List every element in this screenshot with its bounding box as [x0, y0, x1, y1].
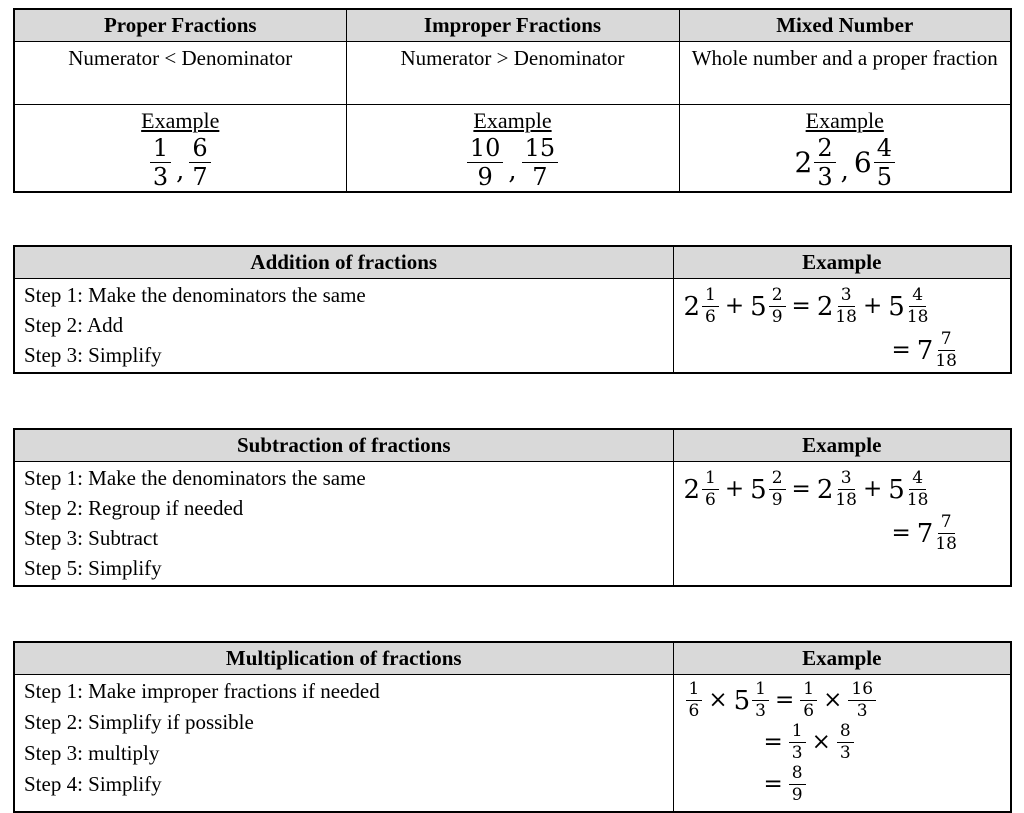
step-line: Step 1: Make improper fractions if needed	[24, 679, 380, 703]
fraction	[769, 470, 786, 509]
mixed-number	[888, 287, 928, 326]
fraction	[789, 723, 806, 762]
addition-title: Addition of fractions	[14, 246, 673, 279]
fraction	[769, 287, 786, 326]
fraction	[702, 470, 719, 509]
improper-example-cell	[346, 105, 679, 193]
numerator: 4	[874, 136, 895, 163]
fraction	[837, 723, 854, 762]
whole-number: 2	[683, 291, 701, 322]
mixed-number	[917, 514, 957, 553]
operator: +	[863, 476, 883, 502]
whole-number: 2	[794, 145, 813, 179]
whole-number: 5	[888, 474, 905, 505]
numerator: 4	[909, 287, 926, 307]
fraction	[848, 681, 876, 720]
mixed-number	[817, 287, 857, 326]
whole-number: 6	[853, 145, 872, 179]
addition-steps-cell	[14, 279, 673, 374]
improper-definition: Numerator > Denominator	[346, 42, 679, 105]
mixed-example-cell	[679, 105, 1011, 193]
example-label: Example	[141, 108, 220, 133]
math-line	[674, 765, 1011, 804]
numerator: 15	[522, 136, 559, 163]
denominator: 9	[477, 163, 493, 191]
mixed-number	[750, 287, 785, 326]
subtraction-title: Subtraction of fractions	[14, 429, 673, 462]
whole-number: 5	[750, 474, 767, 505]
math-line	[15, 136, 346, 189]
whole-number: 5	[888, 291, 905, 322]
step-line: Step 2: Regroup if needed	[24, 496, 244, 520]
example-label: Example	[473, 108, 552, 133]
fraction	[752, 681, 769, 720]
equals-operator: =	[774, 687, 795, 713]
numerator: 8	[837, 723, 854, 743]
multiply-operator: ×	[823, 687, 843, 713]
numerator: 1	[150, 136, 171, 163]
types-example-row	[14, 105, 1011, 193]
whole-number: 5	[733, 685, 751, 716]
proper-fractions-header: Proper Fractions	[14, 9, 346, 42]
math-line	[674, 470, 1011, 509]
whole-number: 7	[916, 518, 934, 549]
denominator: 18	[835, 307, 857, 327]
mixed-number	[817, 470, 857, 509]
fraction	[907, 470, 929, 509]
whole-number: 2	[683, 474, 701, 505]
mixed-number	[750, 470, 785, 509]
multiplication-header-row	[14, 642, 1011, 675]
denominator: 5	[876, 163, 892, 191]
mixed-number	[684, 287, 719, 326]
fraction	[835, 470, 857, 509]
denominator: 18	[835, 490, 857, 510]
math-line	[674, 287, 1011, 326]
comma: ,	[508, 155, 517, 186]
denominator: 6	[803, 701, 815, 721]
step-line: Step 2: Simplify if possible	[24, 710, 254, 734]
step-line: Step 1: Make the denominators the same	[24, 283, 366, 307]
denominator: 3	[152, 163, 169, 191]
fraction	[835, 287, 857, 326]
multiplication-steps-cell	[14, 675, 673, 813]
numerator: 2	[814, 136, 835, 163]
whole-number: 5	[750, 291, 767, 322]
fraction	[874, 136, 895, 189]
example-label: Example	[805, 108, 884, 133]
denominator: 6	[705, 490, 716, 510]
addition-example-header: Example	[673, 246, 1011, 279]
denominator: 18	[906, 490, 929, 510]
denominator: 18	[935, 351, 957, 371]
numerator: 3	[838, 470, 855, 490]
mixed-number	[684, 470, 719, 509]
numerator: 3	[838, 287, 855, 307]
step-line: Step 4: Simplify	[24, 772, 162, 796]
math-line	[674, 331, 1011, 370]
denominator: 6	[705, 307, 716, 327]
mixed-number	[917, 331, 957, 370]
fraction	[686, 681, 703, 720]
step-line: Step 3: Subtract	[24, 526, 159, 550]
operator: +	[863, 293, 883, 319]
subtraction-steps-cell	[14, 462, 673, 587]
addition-table	[13, 245, 1012, 374]
equals-operator: =	[763, 729, 783, 755]
numerator: 6	[189, 136, 210, 163]
denominator: 6	[688, 701, 700, 721]
numerator: 1	[752, 681, 769, 701]
subtraction-header-row	[14, 429, 1011, 462]
multiplication-body-row	[14, 675, 1011, 813]
denominator: 3	[856, 701, 868, 721]
operator: =	[791, 293, 811, 319]
mixed-number-header: Mixed Number	[679, 9, 1011, 42]
mixed-definition: Whole number and a proper fraction	[679, 42, 1011, 105]
operator: =	[891, 337, 911, 363]
step-line: Step 1: Make the denominators the same	[24, 466, 366, 490]
types-header-row	[14, 9, 1011, 42]
multiplication-example-cell	[673, 675, 1011, 813]
denominator: 9	[771, 307, 783, 327]
fraction	[522, 136, 559, 189]
mixed-number	[734, 681, 769, 720]
proper-definition: Numerator < Denominator	[14, 42, 346, 105]
numerator: 2	[769, 287, 786, 307]
fractions-reference-page	[0, 8, 1024, 805]
math-line	[674, 681, 1011, 720]
fraction	[189, 136, 210, 189]
multiply-operator: ×	[708, 687, 728, 713]
addition-example-cell	[673, 279, 1011, 374]
multiplication-example-header: Example	[673, 642, 1011, 675]
math-line	[347, 136, 679, 189]
fraction	[467, 136, 504, 189]
fraction-types-table	[13, 8, 1012, 193]
addition-header-row	[14, 246, 1011, 279]
subtraction-example-header: Example	[673, 429, 1011, 462]
fraction	[935, 331, 957, 370]
step-line: Step 3: multiply	[24, 741, 160, 765]
addition-body-row	[14, 279, 1011, 374]
fraction	[814, 136, 835, 189]
fraction	[150, 136, 171, 189]
fraction	[702, 287, 719, 326]
mixed-number	[795, 136, 836, 189]
numerator: 2	[769, 470, 786, 490]
subtraction-table	[13, 428, 1012, 587]
mixed-number	[888, 470, 928, 509]
denominator: 3	[791, 743, 803, 763]
operator: +	[724, 476, 745, 502]
step-line: Step 5: Simplify	[24, 556, 162, 580]
mixed-number	[854, 136, 895, 189]
math-line	[680, 136, 1011, 189]
whole-number: 7	[916, 335, 934, 366]
operator: =	[791, 476, 811, 502]
numerator: 1	[789, 723, 806, 743]
numerator: 7	[938, 331, 955, 351]
denominator: 9	[771, 490, 783, 510]
numerator: 7	[938, 514, 955, 534]
denominator: 18	[935, 534, 957, 554]
fraction	[789, 765, 806, 804]
denominator: 3	[817, 163, 833, 191]
equals-operator: =	[763, 771, 783, 797]
numerator: 16	[848, 681, 876, 701]
fraction	[907, 287, 929, 326]
proper-example-cell	[14, 105, 346, 193]
math-line	[674, 514, 1011, 553]
denominator: 3	[755, 701, 766, 721]
whole-number: 2	[816, 474, 834, 505]
numerator: 1	[800, 681, 817, 701]
denominator: 7	[192, 163, 208, 191]
multiply-operator: ×	[811, 729, 831, 755]
comma: ,	[840, 155, 849, 186]
types-definition-row	[14, 42, 1011, 105]
math-line	[674, 723, 1011, 762]
numerator: 10	[467, 136, 504, 163]
numerator: 1	[702, 287, 719, 307]
operator: +	[724, 293, 745, 319]
step-line: Step 2: Add	[24, 313, 124, 337]
multiplication-title: Multiplication of fractions	[14, 642, 673, 675]
comma: ,	[176, 155, 185, 186]
step-line: Step 3: Simplify	[24, 343, 162, 367]
denominator: 7	[532, 163, 548, 191]
operator: =	[891, 520, 911, 546]
numerator: 1	[702, 470, 719, 490]
fraction	[800, 681, 817, 720]
numerator: 4	[909, 470, 926, 490]
denominator: 18	[906, 307, 929, 327]
subtraction-example-cell	[673, 462, 1011, 587]
multiplication-table	[13, 641, 1012, 813]
subtraction-body-row	[14, 462, 1011, 587]
improper-fractions-header: Improper Fractions	[346, 9, 679, 42]
denominator: 9	[791, 785, 803, 805]
numerator: 8	[789, 765, 806, 785]
denominator: 3	[839, 743, 851, 763]
numerator: 1	[686, 681, 703, 701]
whole-number: 2	[816, 291, 834, 322]
fraction	[935, 514, 957, 553]
